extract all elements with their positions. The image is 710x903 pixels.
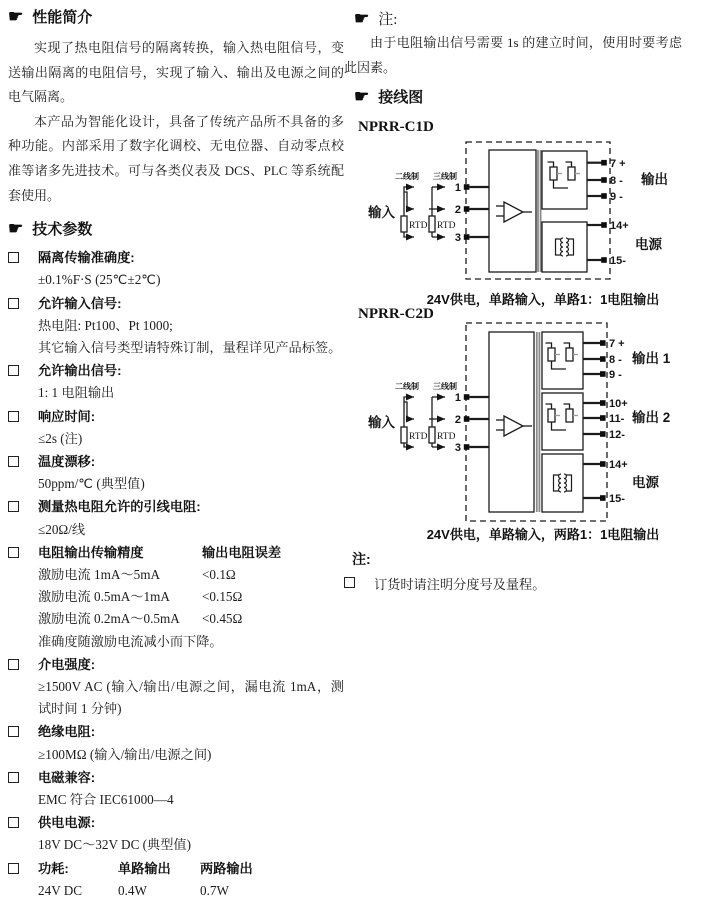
param-insulation-resistance: 绝缘电阻: ≥100MΩ (输入/输出/电源之间) xyxy=(8,721,344,765)
terminal-15: 15- xyxy=(610,255,626,267)
note-heading-text: 注: xyxy=(378,11,398,28)
square-bullet-icon xyxy=(344,577,355,588)
input-label: 输入 xyxy=(368,415,395,430)
amplifier-box xyxy=(489,150,536,272)
rtd-label: RTD xyxy=(437,432,456,442)
param-power-consumption xyxy=(8,858,344,902)
pointing-hand-icon: ☛ xyxy=(8,218,24,238)
rtd-label: RTD xyxy=(437,221,456,231)
input-label: 输入 xyxy=(368,205,395,220)
terminal-10: 10+ xyxy=(609,398,628,410)
output1-group-label: 输出 1 xyxy=(632,351,671,366)
two-wire-label: 二线制 xyxy=(395,172,419,181)
performance-paragraph-2: 本产品为智能化设计，具备了传统产品所不具备的多种功能。内部采用了数字化调校、无电位器、自动零点校准等诸多先进技术。可与各类仪表及 DCS、PLC 等系统配套使用。 xyxy=(8,113,344,203)
param-allowed-output: 允许输出信号: 1: 1 电阻输出 xyxy=(8,360,344,404)
tech-heading-text: 技术参数 xyxy=(32,220,93,238)
note-paragraph: 由于电阻输出信号需要 1s 的建立时间，使用时要考虑此因素。 xyxy=(344,35,682,75)
accuracy-table-row: 激励电流 0.5mA～1mA <0.15Ω xyxy=(38,589,243,605)
right-column xyxy=(344,0,688,852)
power-table-row: 24V DC 0.4W 0.7W xyxy=(38,882,229,898)
three-wire-label: 三线制 xyxy=(433,382,457,391)
terminal-12: 12- xyxy=(609,429,625,441)
terminal-15: 15- xyxy=(609,493,625,505)
terminal-9: 9 - xyxy=(610,191,623,203)
power-transformer-box xyxy=(542,222,587,272)
terminal-2: 2 xyxy=(454,204,461,216)
amplifier-box xyxy=(489,332,534,512)
terminal-7: 7 + xyxy=(610,158,626,170)
square-bullet-icon xyxy=(8,772,19,783)
terminal-8: 8 - xyxy=(610,175,623,187)
power-group-label: 电源 xyxy=(632,475,659,490)
param-lead-resistance: 测量热电阻允许的引线电阻: ≤20Ω/线 xyxy=(8,496,344,540)
isolation-barrier xyxy=(537,332,540,512)
terminal-9: 9 - xyxy=(609,369,622,381)
left-column xyxy=(8,6,344,903)
three-wire-label: 三线制 xyxy=(433,172,457,181)
terminal-8: 8 - xyxy=(609,354,622,366)
terminal-2: 2 xyxy=(454,414,461,426)
param-output-accuracy-table xyxy=(8,542,344,653)
terminal-14: 14+ xyxy=(609,459,628,471)
square-bullet-icon xyxy=(8,863,19,874)
c1d-caption: 24V供电，单路输入，单路1：1电阻输出 xyxy=(426,292,660,307)
section-heading-performance xyxy=(8,6,344,26)
square-bullet-icon xyxy=(8,726,19,737)
power-group-label: 电源 xyxy=(635,237,662,252)
square-bullet-icon xyxy=(8,411,19,422)
param-emc: 电磁兼容: EMC 符合 IEC61000—4 xyxy=(8,767,344,811)
terminal-3: 3 xyxy=(454,442,461,454)
power-transformer-box xyxy=(542,454,583,512)
section-heading-wiring xyxy=(354,86,423,106)
terminal-11: 11- xyxy=(609,413,625,425)
param-response-time: 响应时间: ≤2s (注) xyxy=(8,406,344,450)
param-power-supply: 供电电源: 18V DC～32V DC (典型值) xyxy=(8,812,344,856)
c2d-title: NPRR-C2D xyxy=(358,306,434,322)
ordering-note-item xyxy=(344,574,710,593)
terminal-1: 1 xyxy=(454,392,461,404)
isolation-barrier xyxy=(538,150,541,272)
c2d-caption: 24V供电，单路输入，两路1：1电阻输出 xyxy=(426,527,660,542)
square-bullet-icon xyxy=(8,252,19,263)
square-bullet-icon xyxy=(8,501,19,512)
param-allowed-input: 允许输入信号: 热电阻: Pt100、Pt 1000; 其它输入信号类型请特殊订制，量程详见产品标签。 xyxy=(8,293,344,360)
c1d-wiring-diagram xyxy=(344,137,688,283)
output-group-label: 输出 xyxy=(641,172,668,187)
accuracy-table-note: 准确度随激励电流减小而下降。 xyxy=(38,633,223,649)
terminal-squares xyxy=(464,340,606,501)
terminal-7: 7 + xyxy=(609,338,625,350)
c2d-wiring-diagram xyxy=(344,322,688,524)
square-bullet-icon xyxy=(8,547,19,558)
square-bullet-icon xyxy=(8,817,19,828)
performance-heading-text: 性能简介 xyxy=(32,8,93,26)
pointing-hand-icon: ☛ xyxy=(354,8,370,28)
rtd-label: RTD xyxy=(409,432,428,442)
terminal-3: 3 xyxy=(454,232,461,244)
square-bullet-icon xyxy=(8,365,19,376)
tech-parameter-list xyxy=(8,247,344,902)
accuracy-table-row: 激励电流 1mA～5mA <0.1Ω xyxy=(38,567,236,582)
section-heading-note xyxy=(354,8,397,28)
rtd-label: RTD xyxy=(409,221,428,231)
power-table-header: 功耗: 单路输出 两路输出 xyxy=(38,860,253,876)
pointing-hand-icon: ☛ xyxy=(354,86,370,106)
terminal-14: 14+ xyxy=(610,220,629,232)
wiring-heading-text: 接线图 xyxy=(378,88,424,106)
section-heading-tech-params xyxy=(8,218,344,238)
c1d-title: NPRR-C1D xyxy=(358,119,434,135)
param-dielectric-strength: 介电强度: ≥1500V AC (输入/输出/电源之间，漏电流 1mA，测试时间 1 分钟) xyxy=(8,654,344,721)
square-bullet-icon xyxy=(8,659,19,670)
output-network-box xyxy=(542,151,587,209)
terminal-1: 1 xyxy=(454,182,461,194)
output2-group-label: 输出 2 xyxy=(632,410,671,425)
param-temp-drift: 温度漂移: 50ppm/℃ (典型值) xyxy=(8,451,344,495)
accuracy-table-row: 激励电流 0.2mA～0.5mA <0.45Ω xyxy=(38,611,243,627)
ordering-note-text: 订货时请注明分度号及量程。 xyxy=(374,577,546,592)
performance-paragraph-1: 实现了热电阻信号的隔离转换，输入热电阻信号，变送输出隔离的电阻信号，实现了输入、输出及电源之间的电气隔离。 xyxy=(8,40,344,105)
param-isolation-accuracy: 隔离传输准确度: ±0.1%F·S (25℃±2℃) xyxy=(8,247,344,291)
square-bullet-icon xyxy=(8,456,19,467)
square-bullet-icon xyxy=(8,298,19,309)
accuracy-table-header: 电阻输出传输精度 输出电阻误差 xyxy=(38,544,282,560)
pointing-hand-icon: ☛ xyxy=(8,6,24,26)
ordering-note-heading: 注: xyxy=(352,551,371,567)
two-wire-label: 二线制 xyxy=(395,382,419,391)
